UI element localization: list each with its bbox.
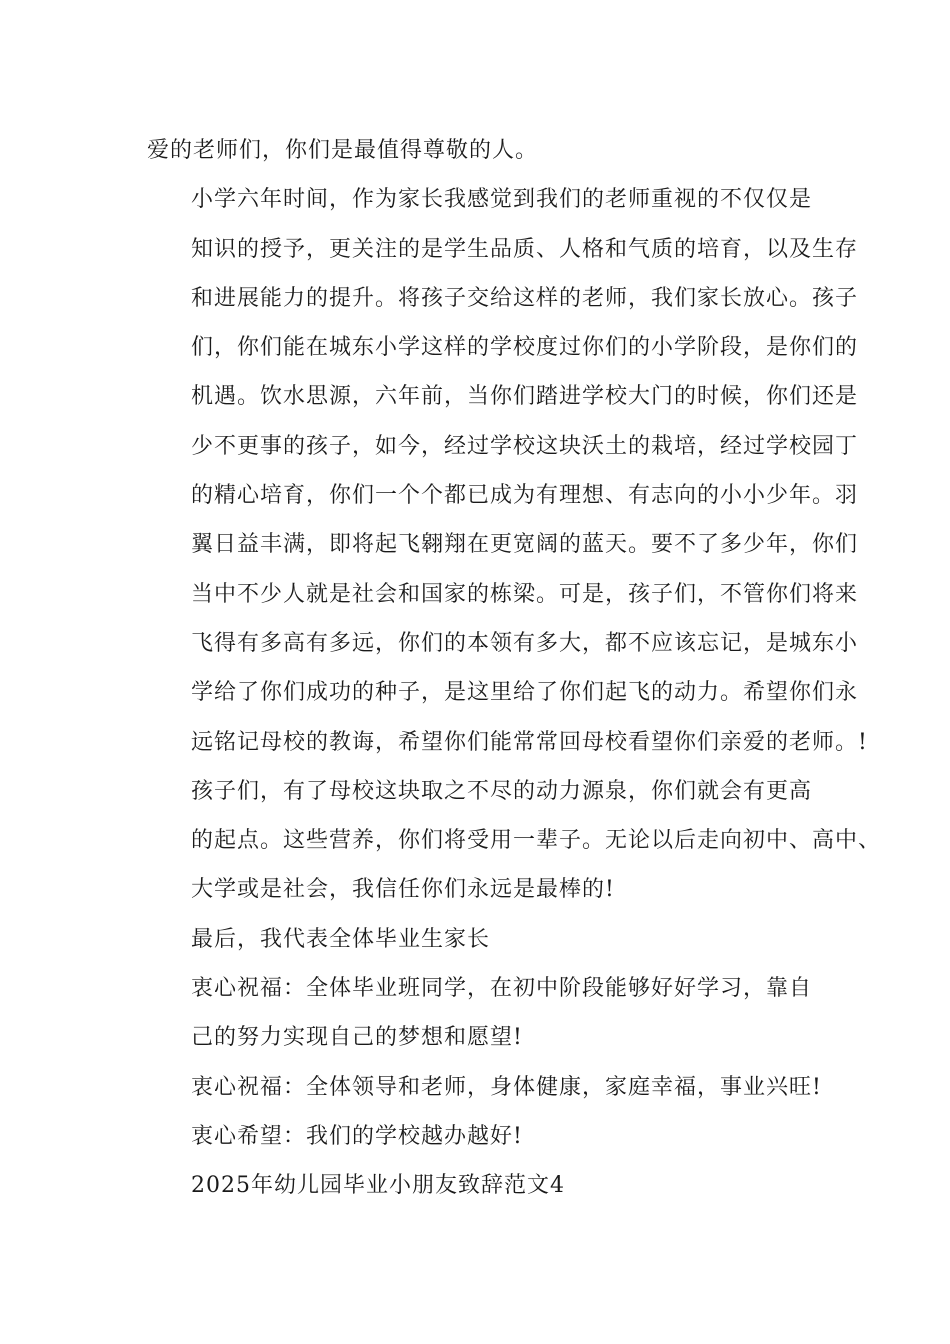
text-line: 爱的老师们，你们是最值得尊敬的人。 <box>147 138 539 163</box>
text-line: 衷心祝福：全体毕业班同学，在初中阶段能够好好学习，靠自 <box>191 976 813 1002</box>
text-line: 衷心祝福：全体领导和老师，身体健康，家庭幸福，事业兴旺! <box>191 1074 822 1100</box>
paragraph-continuation <box>147 126 811 175</box>
paragraph-wish-students <box>147 964 811 1063</box>
paragraph-wish-school <box>147 1112 811 1161</box>
section-heading <box>147 1161 811 1210</box>
text-line: 和进展能力的提升。将孩子交给这样的老师，我们家长放心。孩子 <box>191 285 859 311</box>
text-line: 学给了你们成功的种子，是这里给了你们起飞的动力。希望你们永 <box>191 680 859 706</box>
text-line: 2025年幼儿园毕业小朋友致辞范文4 <box>191 1173 565 1199</box>
text-line: 小学六年时间，作为家长我感觉到我们的老师重视的不仅仅是 <box>191 187 813 213</box>
text-line: 己的努力实现自己的梦想和愿望! <box>191 1025 523 1051</box>
paragraph-primary-school-years <box>147 175 868 767</box>
text-line: 的精心培育，你们一个个都已成为有理想、有志向的小小少年。羽 <box>191 483 859 509</box>
text-line: 当中不少人就是社会和国家的栋梁。可是，孩子们，不管你们将来 <box>191 581 859 607</box>
paragraph-motivation <box>147 767 882 915</box>
paragraph-finally <box>147 915 811 964</box>
text-line: 翼日益丰满，即将起飞翱翔在更宽阔的蓝天。要不了多少年，你们 <box>191 532 859 558</box>
document-body <box>147 126 882 1211</box>
text-line: 们，你们能在城东小学这样的学校度过你们的小学阶段，是你们的 <box>191 335 859 361</box>
text-line: 的起点。这些营养，你们将受用一辈子。无论以后走向初中、高中、 <box>191 828 882 854</box>
text-line: 衷心希望：我们的学校越办越好! <box>191 1123 523 1149</box>
text-line: 机遇。饮水思源，六年前，当你们踏进学校大门的时候，你们还是 <box>191 384 859 410</box>
text-line: 最后，我代表全体毕业生家长 <box>191 926 491 952</box>
text-line: 少不更事的孩子，如今，经过学校这块沃土的栽培，经过学校园丁 <box>191 433 859 459</box>
paragraph-wish-teachers <box>147 1063 822 1112</box>
text-line: 远铭记母校的教诲，希望你们能常常回母校看望你们亲爱的老师。! <box>191 729 868 755</box>
text-line: 孩子们，有了母校这块取之不尽的动力源泉，你们就会有更高 <box>191 778 813 804</box>
text-line: 知识的授予，更关注的是学生品质、人格和气质的培育，以及生存 <box>191 236 859 262</box>
text-line: 飞得有多高有多远，你们的本领有多大，都不应该忘记，是城东小 <box>191 630 859 656</box>
text-line: 大学或是社会，我信任你们永远是最棒的! <box>191 877 615 903</box>
